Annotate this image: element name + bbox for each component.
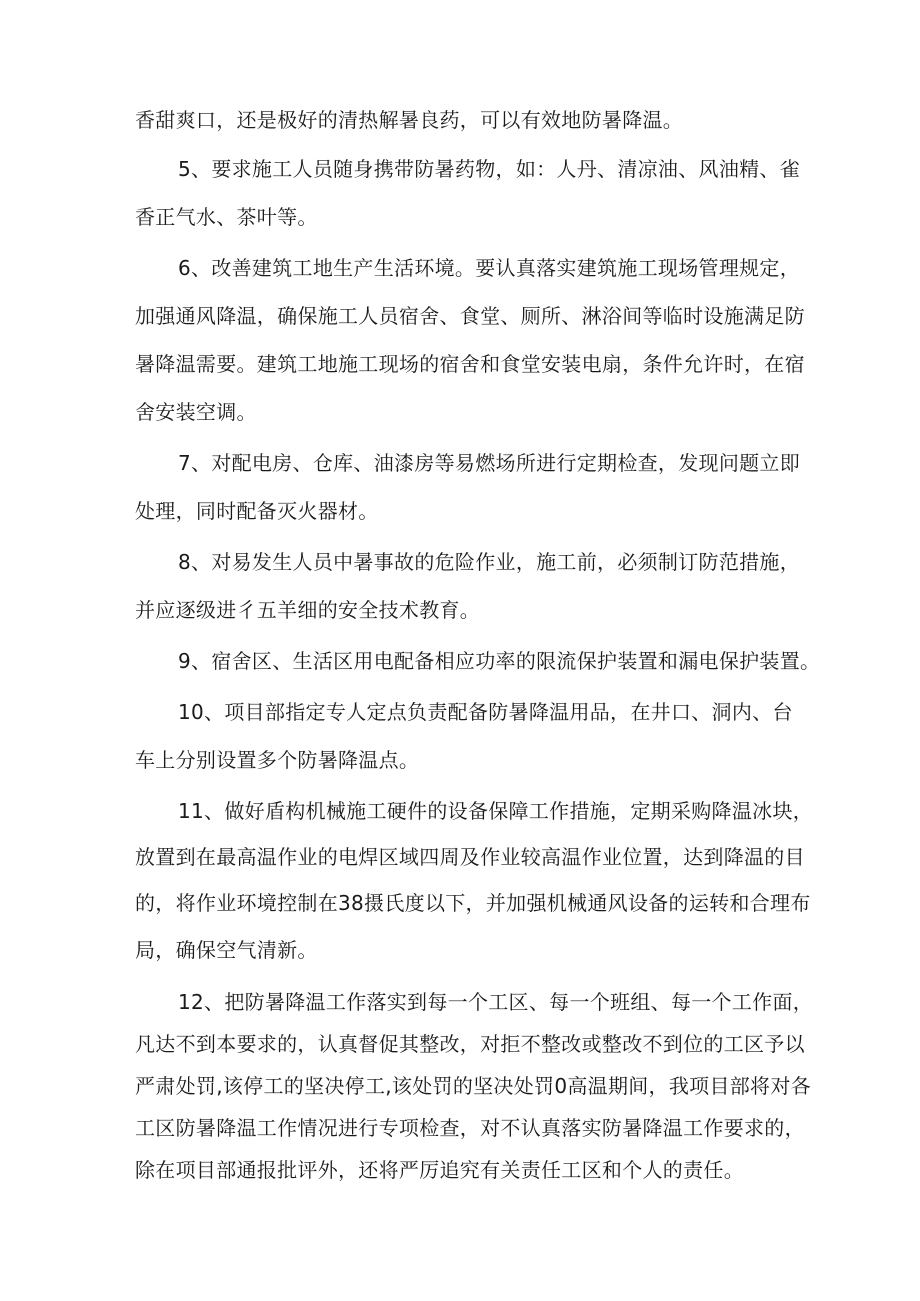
paragraph-7-line-1: 7、对配电房、仓库、油漆房等易燃场所进行定期检查，发现问题立即 xyxy=(178,451,801,475)
paragraph-7-line-2: 处理，同时配备灭火器材。 xyxy=(135,499,379,523)
paragraph-11-line-4: 局，确保空气清新。 xyxy=(135,938,318,962)
paragraph-6-line-1: 6、改善建筑工地生产生活环境。要认真落实建筑施工现场管理规定， xyxy=(178,256,801,280)
paragraph-12-line-4: 工区防暑降温工作情况进行专项检查，对不认真落实防暑降温工作要求的， xyxy=(135,1116,805,1140)
paragraph-8-line-2: 并应逐级进彳五羊细的安全技术教育。 xyxy=(135,598,481,622)
paragraph-10-line-2: 车上分别设置多个防暑降温点。 xyxy=(135,748,420,772)
paragraph-6-line-2: 加强通风降温，确保施工人员宿舍、食堂、厕所、淋浴间等临时设施满足防 xyxy=(135,304,805,328)
paragraph-9-line-1: 9、宿舍区、生活区用电配备相应功率的限流保护装置和漏电保护装置。 xyxy=(178,649,821,673)
paragraph-11-line-3: 的，将作业环境控制在38摄氏度以下，并加强机械通风设备的运转和合理布 xyxy=(135,891,811,915)
paragraph-11-line-1: 11、做好盾构机械施工硬件的设备保障工作措施，定期采购降温冰块， xyxy=(178,799,814,823)
paragraph-11-line-2: 放置到在最高温作业的电焊区域四周及作业较高温作业位置，达到降温的目 xyxy=(135,845,805,869)
paragraph-continuation-line: 香甜爽口，还是极好的清热解暑良药，可以有效地防暑降温。 xyxy=(135,108,684,132)
paragraph-6-line-3: 暑降温需要。建筑工地施工现场的宿舍和食堂安装电扇，条件允许时，在宿 xyxy=(135,352,805,376)
paragraph-12-line-1: 12、把防暑降温工作落实到每一个工区、每一个班组、每一个工作面， xyxy=(178,990,814,1014)
paragraph-12-line-2: 凡达不到本要求的，认真督促其整改，对拒不整改或整改不到位的工区予以 xyxy=(135,1032,805,1056)
paragraph-6-line-4: 舍安装空调。 xyxy=(135,400,257,424)
paragraph-12-line-3: 严肃处罚,该停工的坚决停工,该处罚的坚决处罚0高温期间，我项目部将对各 xyxy=(135,1074,811,1098)
paragraph-12-line-5: 除在项目部通报批评外，还将严厉追究有关责任工区和个人的责任。 xyxy=(135,1158,744,1182)
paragraph-5-line-2: 香正气水、茶叶等。 xyxy=(135,205,318,229)
paragraph-10-line-1: 10、项目部指定专人定点负责配备防暑降温用品，在井口、洞内、台 xyxy=(178,700,793,724)
paragraph-5-line-1: 5、要求施工人员随身携带防暑药物，如：人丹、清凉油、风油精、雀 xyxy=(178,157,801,181)
paragraph-8-line-1: 8、对易发生人员中暑事故的危险作业，施工前，必须制订防范措施， xyxy=(178,550,801,574)
